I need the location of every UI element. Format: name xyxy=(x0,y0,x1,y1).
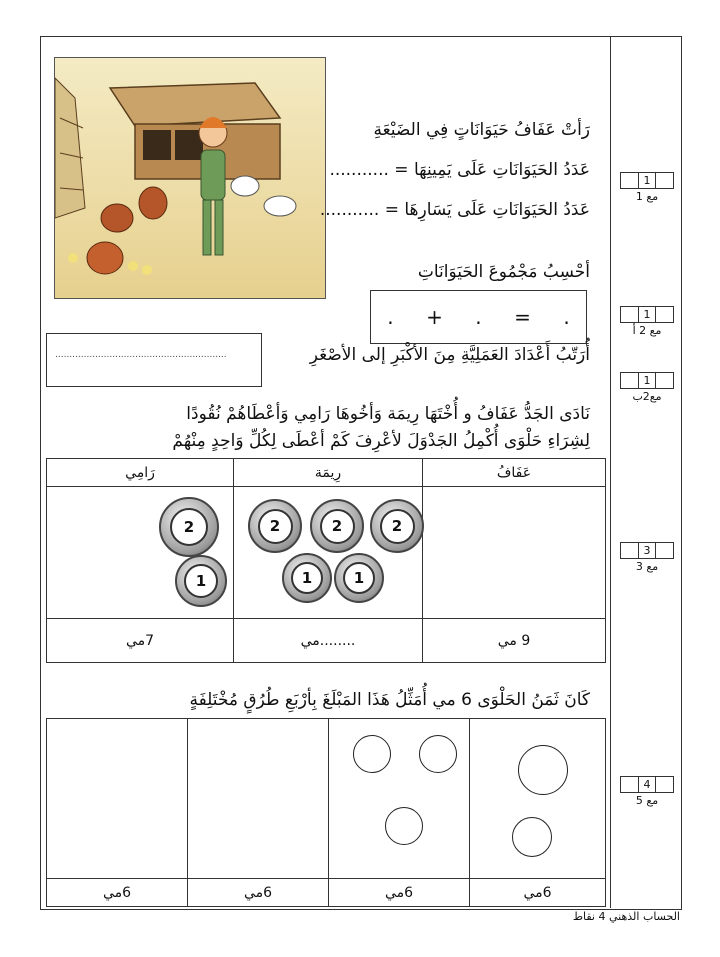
eq-term: . xyxy=(475,305,482,329)
coin-circle xyxy=(353,735,391,773)
left-count-line xyxy=(320,200,590,220)
afaf-coins-cell[interactable] xyxy=(423,487,606,619)
farm-illustration xyxy=(54,57,326,299)
eq-plus: + xyxy=(426,305,443,329)
rima-coins-cell xyxy=(234,487,423,619)
way-2-cell[interactable] xyxy=(329,719,470,879)
left-count-blank[interactable]: ........... xyxy=(319,200,380,220)
price-4: 6مي xyxy=(47,879,188,907)
left-count-label: عَدَدُ الحَيَوَانَاتِ عَلَى يَسَارِهَا = xyxy=(384,200,590,220)
way-4-cell[interactable] xyxy=(47,719,188,879)
coin-circle xyxy=(518,745,568,795)
order-blank: ............................................................ xyxy=(55,350,227,360)
price-2: 6مي xyxy=(329,879,470,907)
header-afaf: عَفَافُ xyxy=(423,459,606,487)
way-1-cell[interactable] xyxy=(470,719,606,879)
sum-prompt: أحْسِبُ مَجْمُوعَ الحَيَوَانَاتِ xyxy=(417,262,590,282)
footer-note: الحساب الذهني 4 نقاط xyxy=(572,910,680,923)
eq-equals: = xyxy=(514,305,531,329)
order-answer-box[interactable] xyxy=(46,333,262,387)
score-mark-5: 4 مع 5 xyxy=(620,776,674,807)
score-mark-2a: 1 مع 2 أ xyxy=(620,306,674,337)
sum-equation-box[interactable] xyxy=(370,290,587,344)
grandpa-line-1: نَادَى الجَدُّ عَفَافُ و أُخْتَهَا رِيمَة وَأخُوهَا رَامِي وَأعْطَاهُمْ نُقُودًا xyxy=(186,404,590,424)
coin-circle xyxy=(512,817,552,857)
score-mark-3: 3 مع 3 xyxy=(620,542,674,573)
right-count-line xyxy=(329,160,590,180)
order-prompt: أُرَتّبُ أَعْدَادَ العَمَلِيَّةِ مِنَ الأكْبَرِ إلى الأصْغَرِ xyxy=(309,345,590,365)
header-rima: رِيمَة xyxy=(234,459,423,487)
eq-term: . xyxy=(387,305,394,329)
coin-1: 1 xyxy=(175,555,227,607)
rima-total[interactable]: ........مي xyxy=(234,619,423,663)
price-1: 6مي xyxy=(470,879,606,907)
rami-total: 7مي xyxy=(47,619,234,663)
candy-price-prompt: كَانَ ثَمَنُ الحَلْوَى 6 مي أُمَثِّلُ هَذَا المَبْلَغَ بِأرْبَعِ طُرُقٍ مُخْتَلِفَةٍ xyxy=(189,690,590,710)
grandpa-line-2: لِشِرَاءِ حَلْوَى أُكْمِلُ الجَدْوَلَ لأعْرِفَ كَمْ أعْطَى لِكُلِّ وَاحِدٍ مِنْهُمْ xyxy=(172,431,590,451)
coin-2: 2 xyxy=(310,499,364,553)
represent-table xyxy=(46,718,606,907)
right-count-blank[interactable]: ........... xyxy=(329,160,389,180)
way-3-cell[interactable] xyxy=(188,719,329,879)
coin-1: 1 xyxy=(334,553,384,603)
rami-coins-cell xyxy=(47,487,234,619)
score-mark-2b: 1 مع2ب xyxy=(620,372,674,403)
money-table xyxy=(46,458,606,663)
coin-2: 2 xyxy=(159,497,219,557)
coin-2: 2 xyxy=(248,499,302,553)
price-3: 6مي xyxy=(188,879,329,907)
right-count-label: عَدَدُ الحَيَوَانَاتِ عَلَى يَمِينِهَا = xyxy=(394,160,590,180)
coin-circle xyxy=(419,735,457,773)
header-rami: رَامِي xyxy=(47,459,234,487)
score-mark-1: 1 مع 1 xyxy=(620,172,674,203)
coin-1: 1 xyxy=(282,553,332,603)
farm-title: رَأتْ عَفَافُ حَيَوَانَاتٍ فِي الضَيْعَةِ xyxy=(373,120,590,140)
coin-2: 2 xyxy=(370,499,424,553)
afaf-total: 9 مي xyxy=(423,619,606,663)
eq-result: . xyxy=(563,305,570,329)
coin-circle xyxy=(385,807,423,845)
